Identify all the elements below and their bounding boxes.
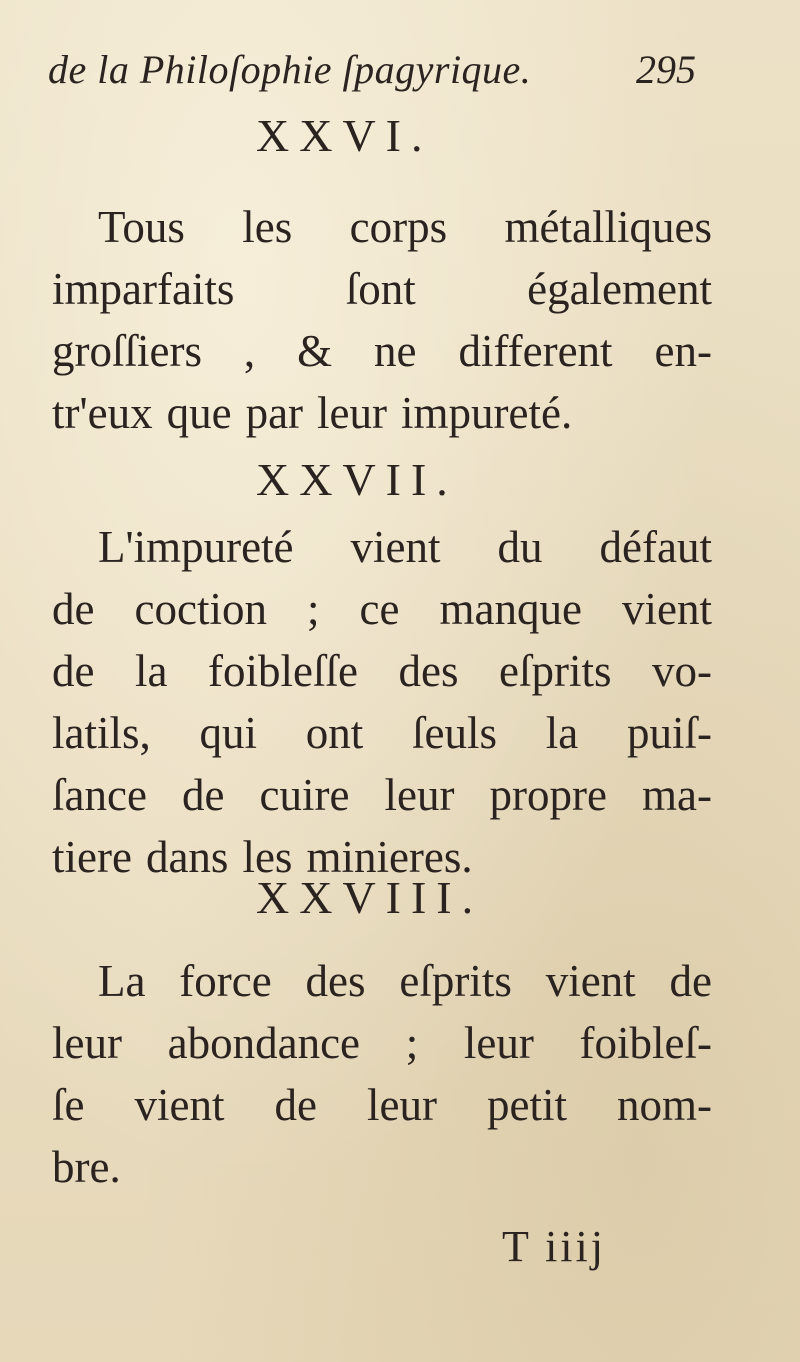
word: également (527, 264, 712, 314)
word: groſſiers (52, 326, 202, 376)
word: foibleſ- (579, 1018, 712, 1068)
word: en- (654, 326, 712, 376)
word: leur (384, 770, 455, 820)
word: leur (367, 1080, 437, 1130)
word: bre. (52, 1142, 121, 1192)
word: corps (349, 202, 448, 252)
text-line (52, 516, 712, 578)
paragraph-xxvii (52, 516, 712, 888)
word: ſe (52, 1080, 85, 1130)
word: ; (405, 1018, 419, 1068)
word: nom- (616, 1080, 712, 1130)
word: métalliques (504, 202, 712, 252)
word: les (242, 202, 293, 252)
word: manque (439, 584, 582, 634)
word: de (52, 646, 95, 696)
word: vient (134, 1080, 225, 1130)
word: leur (463, 1018, 534, 1068)
word: vient (622, 584, 712, 634)
word: la (545, 708, 579, 758)
word: , (243, 326, 256, 376)
word: coction (134, 584, 267, 634)
word: ſeuls (411, 708, 497, 758)
word: défaut (599, 522, 712, 572)
word: que (166, 388, 232, 438)
word: dans (145, 832, 229, 882)
word: minieres. (306, 832, 473, 882)
word: puiſ- (626, 708, 712, 758)
word: Tous (98, 202, 185, 252)
running-title: de la Philoſophie ſpagyrique. (48, 47, 532, 92)
word: la (135, 646, 168, 696)
word: de (181, 770, 225, 820)
word: des (305, 956, 366, 1006)
text-line (52, 702, 712, 764)
word: de (669, 956, 712, 1006)
text-line (52, 258, 712, 320)
word: des (398, 646, 459, 696)
text-line (52, 764, 712, 826)
text-line (52, 1012, 712, 1074)
word: ont (305, 708, 364, 758)
word: de (52, 584, 95, 634)
text-line (52, 578, 712, 640)
word: L'impureté (98, 522, 294, 572)
text-line (52, 196, 712, 258)
word: La (98, 956, 146, 1006)
text-line (52, 320, 712, 382)
word: force (179, 956, 272, 1006)
section-numeral-xxvi: XXVI. (256, 110, 433, 161)
word: vo- (651, 646, 712, 696)
word: ce (359, 584, 400, 634)
word: ma- (642, 770, 712, 820)
word: ; (307, 584, 320, 634)
running-head (48, 40, 696, 100)
text-line (52, 1074, 712, 1136)
word: tiere (52, 832, 132, 882)
word: latils, (52, 708, 151, 758)
word: qui (199, 708, 257, 758)
text-line (52, 640, 712, 702)
word: different (458, 326, 613, 376)
word: propre (489, 770, 607, 820)
word: ſont (345, 264, 416, 314)
word: vient (545, 956, 636, 1006)
paragraph-xxvi (52, 196, 712, 444)
signature-mark: T iiij (502, 1222, 606, 1271)
word: par (245, 388, 304, 438)
word: eſprits (399, 956, 512, 1006)
word: foibleſſe (208, 646, 358, 696)
word: & (297, 326, 333, 376)
word: de (274, 1080, 317, 1130)
word: abondance (167, 1018, 361, 1068)
section-numeral-xxvii: XXVII. (256, 454, 458, 505)
word: vient (350, 522, 441, 572)
word: leur (317, 388, 387, 438)
text-line (52, 950, 712, 1012)
word: cuire (259, 770, 350, 820)
word: du (497, 522, 543, 572)
word: eſprits (498, 646, 612, 696)
word: ſance (52, 770, 147, 820)
paragraph-xxviii (52, 950, 712, 1198)
word: imparfaits (52, 264, 235, 314)
word: petit (486, 1080, 567, 1130)
text-line (52, 382, 712, 444)
section-numeral-xxviii: XXVIII. (256, 872, 484, 923)
word: ne (374, 326, 417, 376)
page-number: 295 (636, 47, 696, 92)
word: leur (52, 1018, 122, 1068)
word: impureté. (401, 388, 573, 438)
text-line (52, 1136, 712, 1198)
word: les (242, 832, 293, 882)
word: tr'eux (52, 388, 153, 438)
